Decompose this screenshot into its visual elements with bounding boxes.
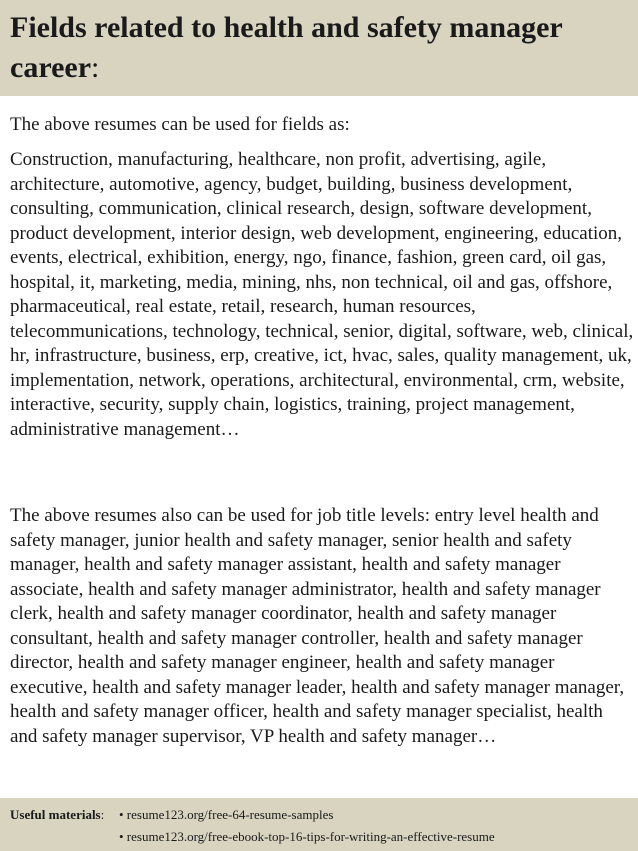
- page-title-colon: :: [91, 51, 100, 84]
- title-band: [0, 0, 638, 96]
- fields-list: Construction, manufacturing, healthcare, non profit, advertising, agile, architecture, automotive, agency, budget, building, business development, consulting, communication, clinical research, design, software development, product development, interior design, web development, engineering, education, events, electrical, exhibition, energy, ngo, finance, fashion, green card, oil gas, hospital, it, marketing, media, mining, nhs, non technical, oil and gas, offshore, pharmaceutical, real estate, retail, research, human resources, telecommunications, technology, technical, senior, digital, software, web, clinical, hr, infrastructure, business, erp, creative, ict, hvac, sales, quality management, uk, implementation, network, operations, architectural, environmental, crm, website, interactive, security, supply chain, logistics, training, project management, administrative management…: [10, 149, 634, 440]
- page-title-text: Fields related to health and safety manager career: [10, 11, 563, 84]
- useful-materials-label-colon: :: [100, 807, 105, 822]
- job-levels-list: The above resumes also can be used for job title levels: entry level health and safety manager, junior health and safety manager, senior health and safety manager, health and safety manager assistant, health and safety manager associate, health and safety manager administrator, health and safety manager clerk, health and safety manager coordinator, health and safety manager consultant, health and safety manager controller, health and safety manager director, health and safety manager engineer, health and safety manager executive, health and safety manager leader, health and safety manager manager, health and safety manager officer, health and safety manager specialist, health and safety manager supervisor, VP health and safety manager…: [10, 505, 625, 747]
- useful-materials-label-text: Useful materials: [10, 807, 101, 822]
- resume-ebook-link[interactable]: • resume123.org/free-ebook-top-16-tips-for-writing-an-effective-resume: [119, 829, 495, 844]
- resume-samples-link[interactable]: • resume123.org/free-64-resume-samples: [119, 807, 334, 822]
- useful-materials-label: [10, 807, 104, 823]
- footer-band: [0, 798, 638, 851]
- intro-text: The above resumes can be used for fields as:: [10, 114, 350, 135]
- page-title: [10, 8, 630, 88]
